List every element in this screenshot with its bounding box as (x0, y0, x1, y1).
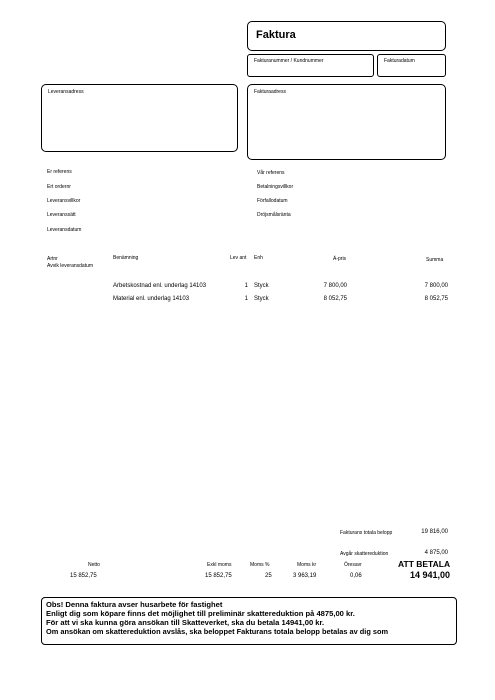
delivery-address-label: Leveransadress (48, 89, 84, 95)
notice-line: Om ansökan om skattereduktion avslås, ska beloppet Fakturans totala belopp betalas av dig som (46, 627, 389, 636)
vat-amount-value: 3 963,19 (293, 573, 317, 579)
ref-label: Leveranssätt (47, 212, 76, 218)
ref-label: Leveransvillkor (47, 198, 81, 204)
ref-label: Ert ordernr (47, 184, 71, 190)
invoice-date-box (377, 54, 446, 77)
total-label: Fakturans totala belopp (340, 530, 393, 536)
ref-label: Er referens (47, 169, 72, 175)
total-value: 19 816,00 (421, 529, 448, 535)
invoice-title: Faktura (256, 29, 296, 41)
vat-pct-value: 25 (265, 573, 272, 579)
rounding-label: Öresavr (344, 562, 362, 568)
row-sum: 8 052,75 (424, 296, 448, 302)
deduction-value: 4 875,00 (424, 550, 448, 556)
row-qty: 1 (244, 296, 248, 302)
notice-box (41, 597, 457, 645)
ref-label: Vår referens (257, 170, 285, 176)
net-label: Netto (88, 562, 100, 568)
row-price: 8 052,75 (323, 296, 347, 302)
row-price: 7 800,00 (323, 283, 347, 289)
delivery-address-box (41, 84, 238, 152)
col-header-deviation: Avvik leveransdatum (47, 263, 94, 269)
invoice-date-label: Fakturadatum (384, 58, 415, 64)
vat-pct-label: Moms % (250, 562, 270, 568)
title-box (247, 21, 446, 51)
col-header-qty: Lev ant (230, 255, 247, 261)
invoice-number-label: Fakturanummer / Kundnummer (254, 58, 324, 64)
notice-line: För att vi ska kunna göra ansökan till Skatteverket, ska du betala 14941,00 kr. (46, 618, 325, 627)
ref-label: Betalningsvillkor (257, 184, 294, 190)
invoice-address-label: Fakturaadress (254, 89, 286, 95)
to-pay-label: ATT BETALA (398, 559, 451, 569)
ref-label: Förfallodatum (257, 198, 288, 204)
row-unit: Styck (254, 296, 269, 302)
row-unit: Styck (254, 283, 269, 289)
net-value: 15 852,75 (70, 573, 97, 579)
row-description: Arbetskostnad enl. underlag 14103 (113, 283, 207, 289)
row-qty: 1 (244, 283, 248, 289)
notice-line: Enligt dig som köpare finns det möjlighet till preliminär skattereduktion på 4875,00 kr. (46, 609, 355, 618)
col-header-unit: Enh (254, 255, 263, 261)
ref-label: Leveransdatum (47, 227, 82, 233)
notice-line: Obs! Denna faktura avser husarbete för fastighet (46, 600, 223, 609)
rounding-value: 0,06 (350, 573, 362, 579)
excl-vat-label: Exkl moms (207, 562, 232, 568)
col-header-artnr: Artnr (47, 256, 58, 262)
col-header-price: Á-pris (333, 256, 347, 262)
col-header-sum: Summa (426, 257, 444, 263)
ref-label: Dröjsmålsränta (257, 212, 291, 218)
excl-vat-value: 15 852,75 (205, 573, 232, 579)
col-header-description: Benämning (113, 255, 139, 261)
vat-amount-label: Moms kr (297, 562, 317, 568)
deduction-label: Avgår skattereduktion (340, 551, 389, 557)
row-sum: 7 800,00 (424, 283, 448, 289)
invoice-address-box (247, 84, 446, 160)
to-pay-value: 14 941,00 (409, 570, 450, 580)
row-description: Material enl. underlag 14103 (113, 296, 190, 302)
invoice-number-box (247, 54, 374, 77)
